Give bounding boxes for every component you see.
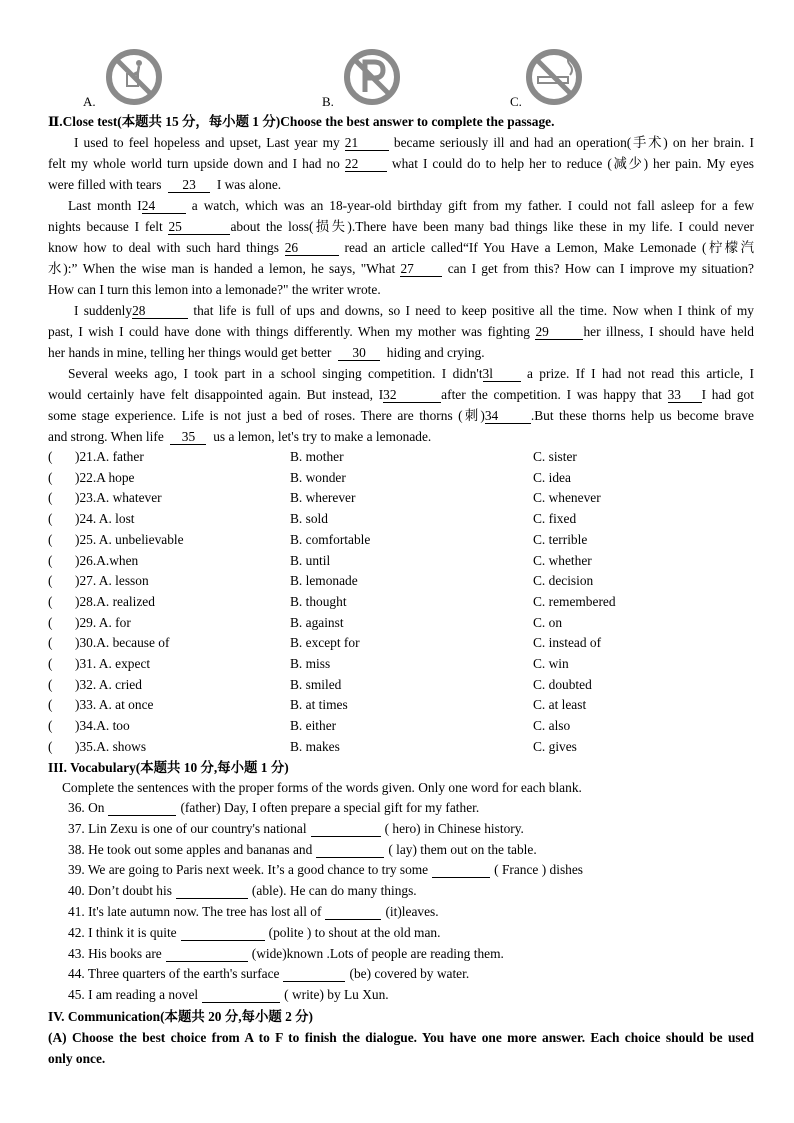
option-row-a[interactable]: [48, 613, 131, 633]
vocab-answer-blank[interactable]: [108, 800, 176, 816]
option-a-text: )24. A. lost: [75, 511, 135, 527]
blank-31: 3l: [483, 366, 521, 382]
blank-29: 29: [535, 324, 583, 340]
option-row-a[interactable]: [48, 509, 135, 529]
option-c-text[interactable]: C. idea: [533, 469, 571, 485]
blank-35: 35: [170, 429, 206, 445]
option-a-text: )27. A. lesson: [75, 573, 149, 589]
section3-instruction: Complete the sentences with the proper forms of the words given. Only one word for each blank.: [62, 780, 582, 795]
answer-paren: (: [48, 552, 53, 568]
option-c-text[interactable]: C. remembered: [533, 593, 616, 609]
answer-paren: (: [48, 614, 53, 630]
vocab-item: 45. I am reading a novel ( write) by Lu Xun.: [68, 987, 389, 1003]
option-row-a[interactable]: [48, 551, 138, 571]
passage-line: would certainly have felt disappointed again. But instead, I32 after the competition. I was happy that 33 I had got: [48, 387, 754, 402]
option-c-text[interactable]: C. on: [533, 614, 563, 630]
section2-heading: Ⅱ.Close test(本题共 15 分，每小题 1 分)Choose the best answer to complete the passage.: [48, 114, 555, 129]
option-row-a[interactable]: [48, 592, 155, 612]
answer-paren: (: [48, 593, 53, 609]
option-a-text: )29. A. for: [75, 614, 131, 630]
option-c-text[interactable]: C. gives: [533, 738, 577, 754]
blank-28: 28: [132, 303, 188, 319]
blank-30: 30: [338, 345, 380, 361]
answer-paren: (: [48, 449, 53, 464]
option-c-text[interactable]: C. instead of: [533, 635, 602, 651]
blank-33: 33: [668, 387, 702, 403]
vocab-answer-blank[interactable]: [181, 925, 265, 941]
vocab-answer-blank[interactable]: [325, 904, 381, 920]
option-c-text[interactable]: C. sister: [533, 449, 577, 464]
vocab-item: 39. We are going to Paris next week. It’s a good chance to try some ( France ) dishes: [68, 862, 584, 878]
option-a-text: )32. A. cried: [75, 676, 142, 692]
vocab-answer-blank[interactable]: [202, 987, 280, 1003]
option-b-text[interactable]: B. except for: [290, 635, 360, 651]
blank-27: 27: [400, 261, 442, 277]
option-b-text[interactable]: B. miss: [290, 656, 331, 671]
passage-line: were filled with tears 23 I was alone.: [48, 177, 282, 192]
no-smoking-sign-icon: [524, 48, 584, 110]
passage-line: past, I wish I could have done with things differently. When my mother was fighting 29 her illness, I should have held: [48, 324, 754, 339]
option-row-a[interactable]: [48, 654, 150, 674]
passage-line: know how to deal with such hard things 26 read an article called“If You Have a Lemon, Make Lemonade (柠檬汽: [48, 240, 754, 255]
option-c-text[interactable]: C. at least: [533, 697, 587, 713]
blank-22: 22: [345, 156, 387, 172]
vocab-answer-blank[interactable]: [432, 862, 490, 878]
option-row-a[interactable]: [48, 571, 149, 591]
passage-line: How can I turn this lemon into a lemonade?" the writer wrote.: [48, 282, 381, 297]
option-a-text: )30.A. because of: [75, 635, 170, 651]
vocab-item: 40. Don’t doubt his (able). He can do many things.: [68, 883, 417, 899]
passage-line: her hands in mine, telling her things would get better 30 hiding and crying.: [48, 345, 485, 360]
option-b-text[interactable]: B. comfortable: [290, 531, 371, 547]
option-a-text: )22.A hope: [75, 469, 135, 485]
vocab-item: 41. It's late autumn now. The tree has lost all of (it)leaves.: [68, 904, 439, 919]
option-b-text[interactable]: B. makes: [290, 738, 340, 754]
vocab-answer-blank[interactable]: [166, 946, 248, 962]
option-row-a[interactable]: [48, 530, 184, 550]
option-b-text[interactable]: B. smiled: [290, 676, 342, 692]
option-b-text[interactable]: B. at times: [290, 697, 348, 713]
option-c-text[interactable]: C. fixed: [533, 511, 577, 527]
option-c-text[interactable]: C. decision: [533, 573, 594, 589]
passage-line: 水):” When the wise man is handed a lemon, he says, "What 27 can I get from this? How can I improve my situation?: [48, 261, 754, 276]
passage-line: Several weeks ago, I took part in a school singing competition. I didn't3l a prize. If I had not read this article, I: [68, 366, 754, 381]
option-row-a[interactable]: [48, 695, 153, 715]
option-row-a[interactable]: [48, 468, 135, 488]
option-row-a[interactable]: [48, 447, 144, 467]
vocab-item: 42. I think it is quite (polite ) to shout at the old man.: [68, 924, 441, 940]
option-row-a[interactable]: [48, 488, 162, 508]
passage-line: nights because I felt 25 about the loss(损失).There have been many bad things like these in my life. I could never: [48, 219, 754, 234]
option-row-a[interactable]: [48, 633, 169, 653]
blank-25: 25: [168, 219, 230, 235]
passage-line: I used to feel hopeless and upset, Last year my 21 became seriously ill and had an operation(手术) on her brain. I: [74, 135, 754, 150]
sign-label-a: A.: [83, 94, 96, 109]
section4-instruction: (A) Choose the best choice from A to F to finish the dialogue. You have one more answer. Each choice should be used: [48, 1030, 754, 1045]
section4-heading: IV. Communication(本题共 20 分,每小题 2 分): [48, 1009, 313, 1024]
passage-line: I suddenly28 that life is full of ups and downs, so I need to keep positive all the time. Now when I think of my: [74, 303, 754, 318]
answer-paren: (: [48, 490, 53, 506]
vocab-item: 36. On (father) Day, I often prepare a special gift for my father.: [68, 800, 480, 815]
option-b-text[interactable]: B. either: [290, 718, 337, 734]
vocab-answer-blank[interactable]: [311, 821, 381, 837]
answer-paren: (: [48, 718, 53, 734]
option-b-text[interactable]: B. mother: [290, 449, 344, 464]
answer-paren: (: [48, 573, 53, 589]
option-b-text[interactable]: B. sold: [290, 511, 328, 527]
option-c-text[interactable]: C. doubted: [533, 676, 592, 692]
option-b-text[interactable]: B. wonder: [290, 469, 346, 485]
option-b-text[interactable]: B. wherever: [290, 490, 356, 506]
passage-line: felt my whole world turn upside down and I had no 22 what I could do to help her to reduce (减少) her pain. My eyes: [48, 156, 754, 171]
no-parking-sign-icon: [342, 48, 402, 110]
option-row-a[interactable]: [48, 675, 142, 695]
blank-23: 23: [168, 177, 210, 193]
blank-32: 32: [383, 387, 441, 403]
vocab-answer-blank[interactable]: [283, 966, 345, 982]
answer-paren: (: [48, 697, 53, 713]
answer-paren: (: [48, 676, 53, 692]
option-row-a[interactable]: [48, 716, 130, 736]
option-a-text: )31. A. expect: [75, 656, 151, 671]
option-c-text[interactable]: C. win: [533, 656, 569, 671]
option-c-text[interactable]: C. whether: [533, 552, 592, 568]
vocab-item: 44. Three quarters of the earth's surface (be) covered by water.: [68, 966, 470, 982]
option-a-text: )33. A. at once: [75, 697, 154, 713]
passage-line: Last month I24 a watch, which was an 18-year-old birthday gift from my father. I could not fall asleep for a few: [68, 198, 755, 213]
option-b-text[interactable]: B. against: [290, 614, 344, 630]
section3-heading: III. Vocabulary(本题共 10 分,每小题 1 分): [48, 760, 289, 775]
option-b-text[interactable]: B. lemonade: [290, 573, 358, 589]
option-a-text: )25. A. unbelievable: [75, 531, 184, 547]
answer-paren: (: [48, 469, 53, 485]
option-a-text: )34.A. too: [75, 718, 130, 734]
sign-label-c: C.: [510, 94, 522, 109]
option-a-text: )26.A.when: [75, 552, 139, 568]
answer-paren: (: [48, 738, 53, 754]
option-a-text: )21.A. father: [75, 449, 144, 464]
option-c-text[interactable]: C. also: [533, 718, 571, 734]
vocab-item: 37. Lin Zexu is one of our country's national ( hero) in Chinese history.: [68, 820, 524, 836]
answer-paren: (: [48, 511, 53, 527]
blank-24: 24: [142, 198, 186, 214]
answer-paren: (: [48, 635, 53, 651]
passage-line: and strong. When life 35 us a lemon, let's try to make a lemonade.: [48, 429, 432, 444]
section4-instruction-cont: only once.: [48, 1051, 106, 1066]
vocab-answer-blank[interactable]: [176, 883, 248, 899]
answer-paren: (: [48, 656, 53, 671]
blank-21: 21: [345, 135, 389, 151]
passage-line: some stage experience. Life is not just a bed of roses. There are thorns (刺)34 .But these thorns help us become brave: [48, 408, 754, 423]
vocab-item: 43. His books are (wide)known .Lots of people are reading them.: [68, 945, 504, 961]
option-b-text[interactable]: B. thought: [290, 593, 347, 609]
option-b-text[interactable]: B. until: [290, 552, 331, 568]
blank-26: 26: [285, 240, 339, 256]
sign-options-row: [0, 48, 794, 110]
sign-label-b: B.: [322, 94, 334, 109]
no-littering-sign-icon: [104, 48, 164, 110]
answer-paren: (: [48, 531, 53, 547]
option-a-text: )35.A. shows: [75, 738, 147, 754]
option-a-text: )28.A. realized: [75, 593, 155, 609]
option-c-text[interactable]: C. whenever: [533, 490, 601, 506]
vocab-answer-blank[interactable]: [316, 842, 384, 858]
option-a-text: )23.A. whatever: [75, 490, 162, 506]
option-c-text[interactable]: C. terrible: [533, 531, 588, 547]
option-row-a[interactable]: [48, 737, 146, 757]
blank-34: 34: [485, 408, 531, 424]
vocab-item: 38. He took out some apples and bananas and ( lay) them out on the table.: [68, 841, 537, 857]
